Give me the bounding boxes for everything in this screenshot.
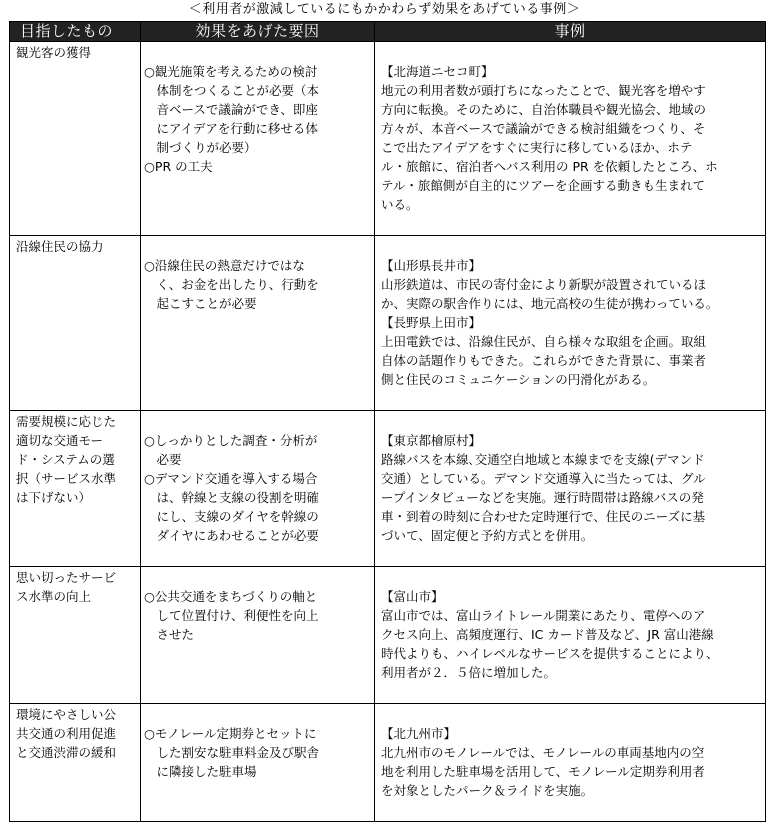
example-location: 【富山市】 xyxy=(381,589,444,604)
goal-cell: 環境にやさしい公 共交通の利用促進 と交通渋滞の緩和 xyxy=(10,704,141,822)
factor-item: ○沿線住民の熱意だけではな く、お金を出したり、行動を 起こすことが必要 xyxy=(144,258,319,311)
example-location: 【長野県上田市】 xyxy=(381,315,482,330)
factor-item: ○公共交通をまちづくりの軸と して位置付け、利便性を向上 させた xyxy=(144,589,319,642)
header-goal: 目指したもの xyxy=(10,22,141,42)
goal-cell: 観光客の獲得 xyxy=(10,42,141,236)
example-cell xyxy=(375,42,766,236)
example-cell xyxy=(375,704,766,822)
table-row xyxy=(10,704,766,822)
factor-item: ○デマンド交通を導入する場合 は、幹線と支線の役割を明確 にし、支線のダイヤを幹線の ダイヤにあわせることが必要 xyxy=(144,471,320,543)
factor-cell xyxy=(141,411,375,567)
factor-item: ○観光施策を考えるための検討 体制をつくることが必要（本 音ベースで議論ができ、即座 にアイデアを行動に移せる体 制づくりが必要） xyxy=(144,64,320,155)
example-text: 上田電鉄では、沿線住民が、自ら様々な取組を企画。取組 自体の話題作りもできた。これらができた背景に、事業者 側と住民のコミュニケーションの円滑化がある。 xyxy=(381,334,707,387)
goal-cell: 沿線住民の協力 xyxy=(10,236,141,411)
example-text: 路線バスを本線､交通空白地域と本線までを支線(デマンド 交通）としている。デマンド交通導入に当たっては、グル ープインタビューなどを実施。運行時間帯は路線バスの発 車・到着の時刻に合わせた定時運行で、住民のニーズに基 づいて、固定便と予約方式とを併用。 xyxy=(381,452,706,543)
factor-cell xyxy=(141,236,375,411)
header-row xyxy=(10,22,766,42)
goal-cell: 思い切ったサービ ス水準の向上 xyxy=(10,567,141,704)
example-cell xyxy=(375,236,766,411)
factor-cell xyxy=(141,42,375,236)
table-row xyxy=(10,42,766,236)
example-location: 【北九州市】 xyxy=(381,726,457,741)
factor-item: ○PR の工夫 xyxy=(144,159,213,174)
example-text: 山形鉄道は、市民の寄付金により新駅が設置されているほ か、実際の駅舎作りには、地元高校の生徒が携わっている。 xyxy=(381,277,719,311)
header-factor: 効果をあげた要因 xyxy=(141,22,375,42)
example-cell xyxy=(375,567,766,704)
example-cell xyxy=(375,411,766,567)
table-row xyxy=(10,236,766,411)
example-text: 富山市では、富山ライトレール開業にあたり、電停へのア クセス向上、高頻度運行、IC カード普及など、JR 富山港線 時代よりも、ハイレベルなサービスを提供することにより、 利用者が２．５倍に増加した。 xyxy=(381,608,719,680)
example-location: 【北海道ニセコ町】 xyxy=(381,64,494,79)
table-caption: ＜利用者が激減しているにもかかわらず効果をあげている事例＞ xyxy=(188,2,581,17)
example-text: 北九州市のモノレールでは、モノレールの車両基地内の空 地を利用した駐車場を活用して、モノレール定期券利用者 を対象としたパーク＆ライドを実施。 xyxy=(381,745,705,798)
header-example: 事例 xyxy=(375,22,766,42)
factor-cell xyxy=(141,704,375,822)
factor-cell xyxy=(141,567,375,704)
table-row xyxy=(10,567,766,704)
example-text: 地元の利用者数が頭打ちになったことで、観光客を増やす 方向に転換。そのために、自治体職員や観光協会、地域の 方々が、本音ベースで議論ができる検討組織をつくり、そ こで出たアイデアをすぐに実行に移しているほか、ホテ ル・旅館に、宿泊者へバス利用の PR を依頼したところ、ホ テル・旅館側が自主的にツアーを企画する動きも生まれて いる。 xyxy=(381,83,718,212)
factor-item: ○モノレール定期券とセットに した割安な駐車料金及び駅舎 に隣接した駐車場 xyxy=(144,726,320,779)
case-examples-table xyxy=(9,21,766,822)
factor-item: ○しっかりとした調査・分析が 必要 xyxy=(144,433,318,467)
example-location: 【山形県長井市】 xyxy=(381,258,482,273)
example-location: 【東京都檜原村】 xyxy=(381,433,482,448)
table-row xyxy=(10,411,766,567)
goal-cell: 需要規模に応じた 適切な交通モー ド・システムの選 択（サービス水準 は下げない） xyxy=(10,411,141,567)
